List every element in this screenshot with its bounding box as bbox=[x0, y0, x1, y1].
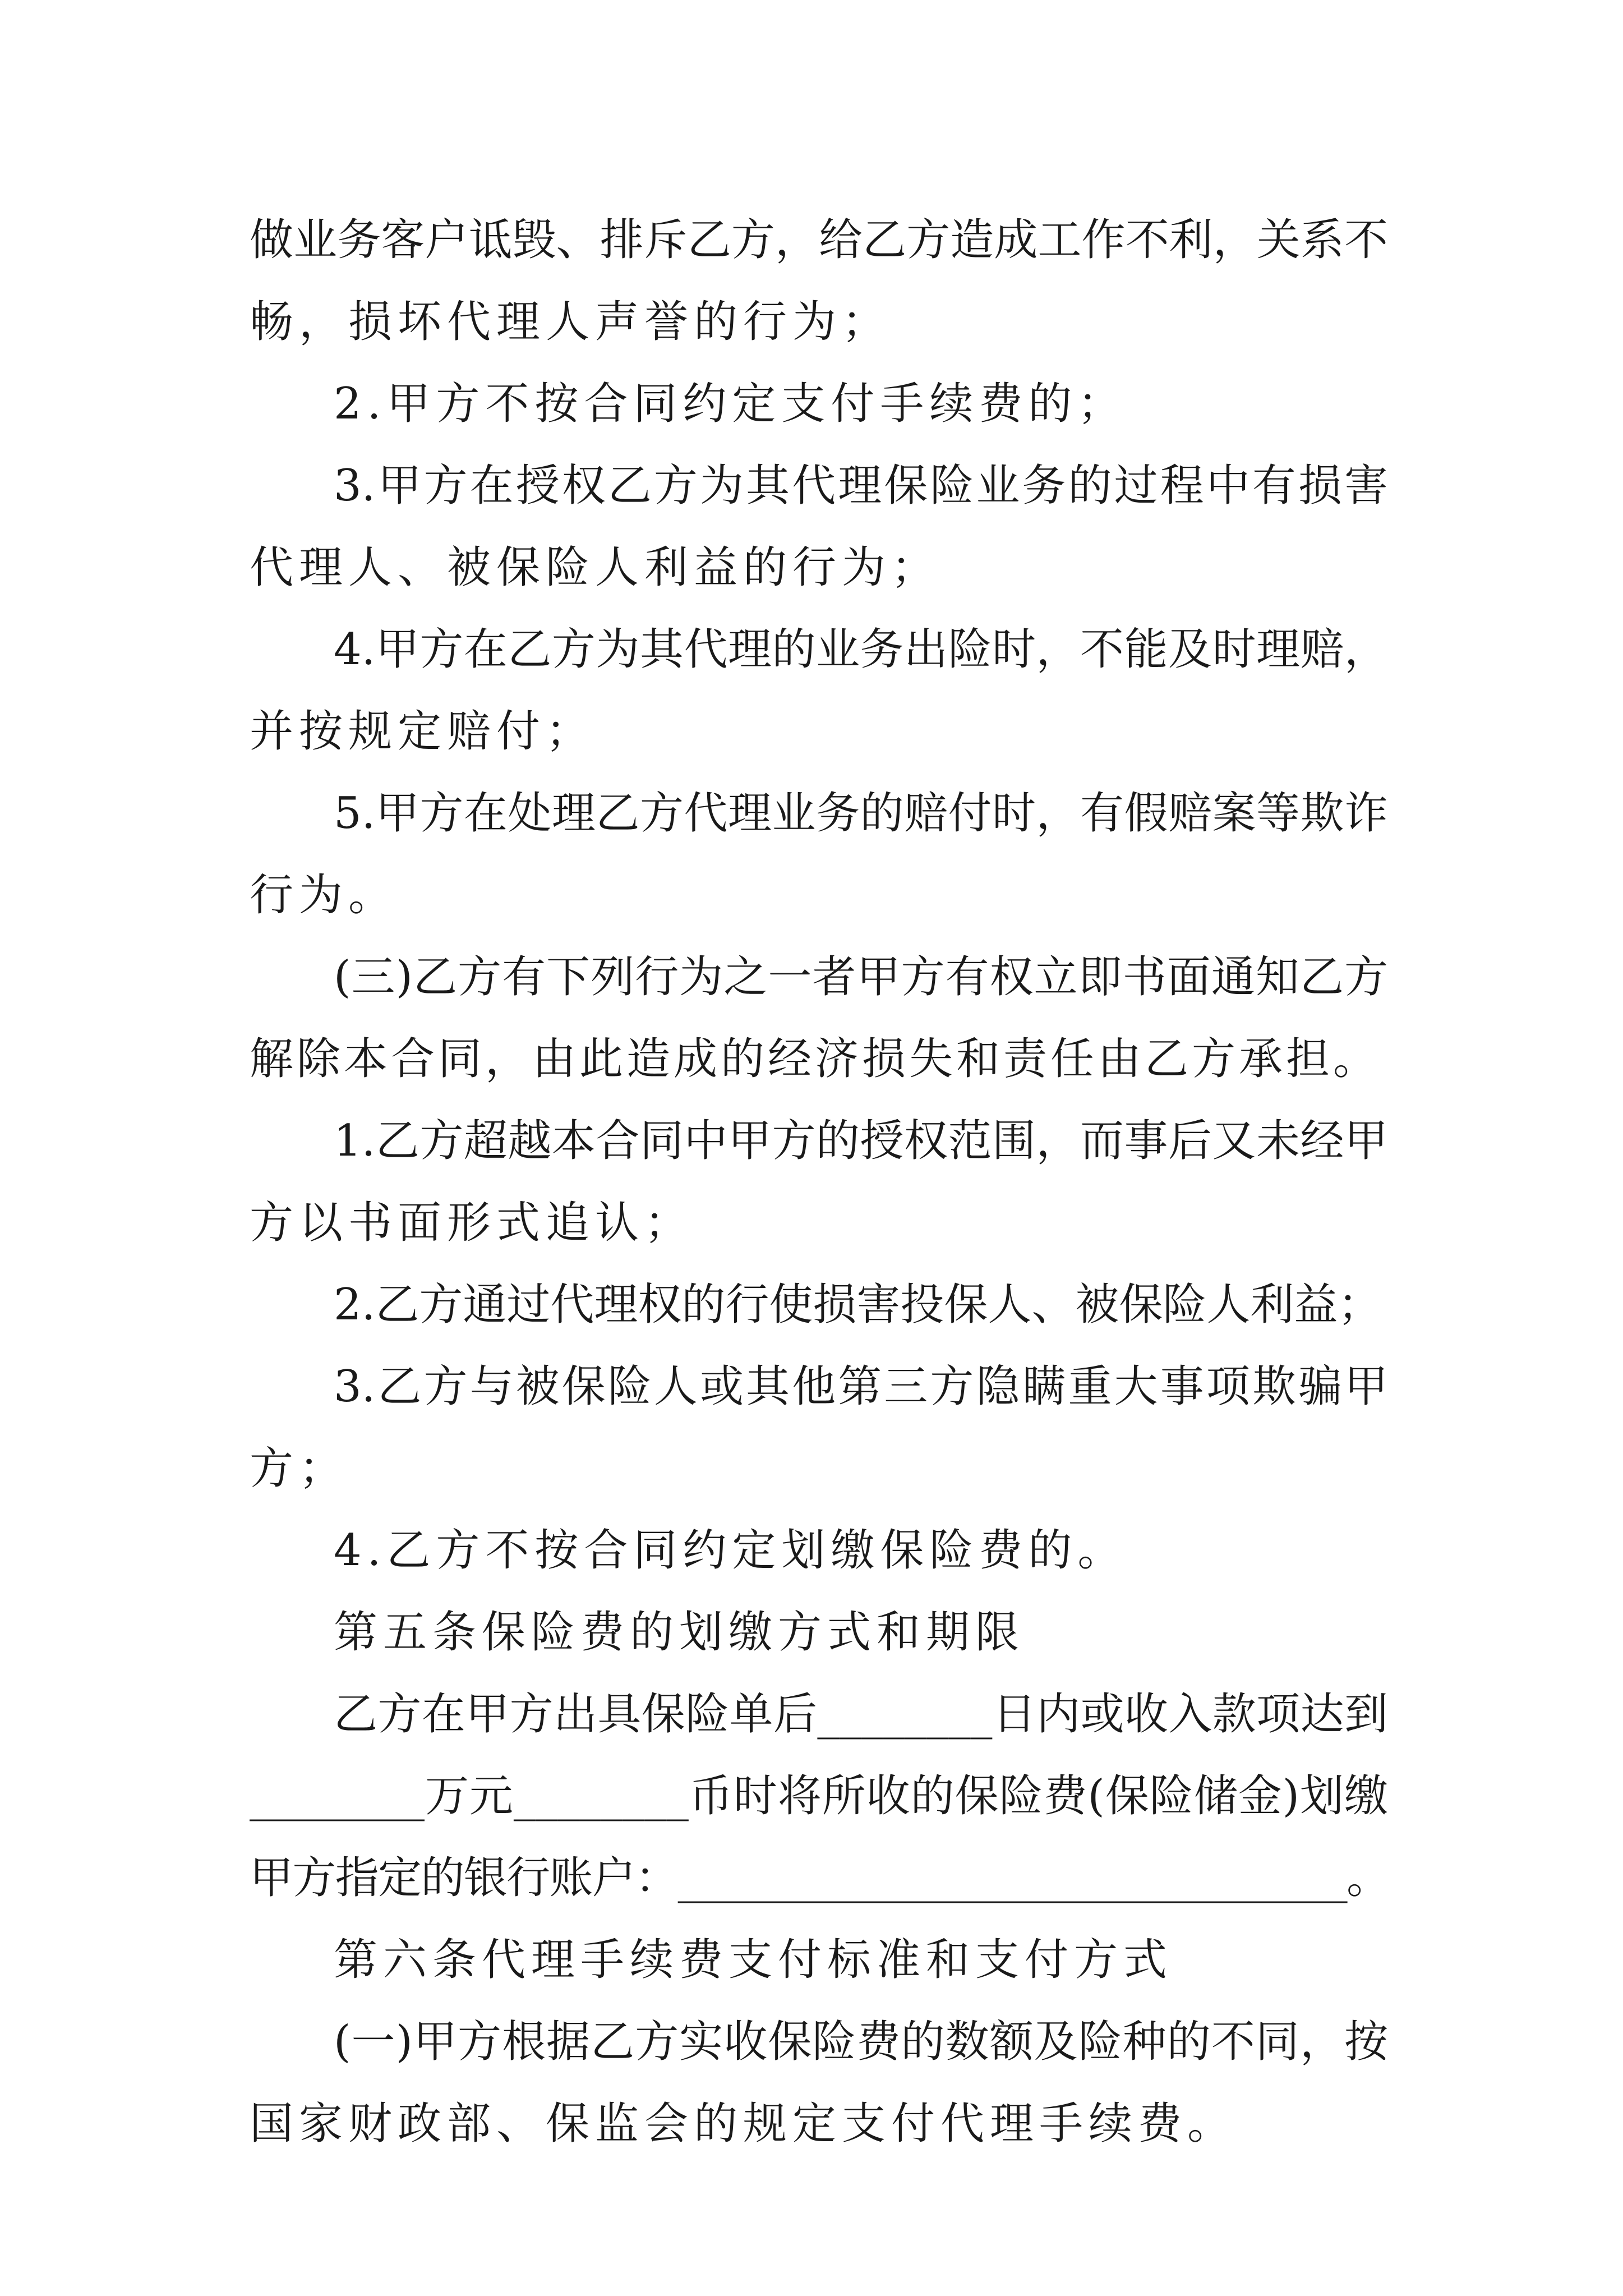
text-line: 方以书面形式追认； bbox=[250, 1198, 694, 1248]
text-line: 甲方指定的银行账户：__________________________________。 bbox=[250, 1853, 1388, 1903]
text-line: 2.甲方不按合同约定支付手续费的； bbox=[334, 379, 1127, 429]
text-line: 并按规定赔付； bbox=[250, 706, 596, 757]
text-line: (三)乙方有下列行为之一者甲方有权立即书面通知乙方 bbox=[334, 952, 1388, 1002]
text-line: (一)甲方根据乙方实收保险费的数额及险种的不同，按 bbox=[334, 2017, 1388, 2067]
text-line: 3.乙方与被保险人或其他第三方隐瞒重大事项欺骗甲 bbox=[334, 1361, 1388, 1412]
text-line: 方； bbox=[250, 1443, 349, 1494]
text-line: 做业务客户诋毁、排斥乙方，给乙方造成工作不利，关系不 bbox=[250, 215, 1388, 265]
text-line: 行为。 bbox=[250, 870, 398, 921]
text-line: 4.甲方在乙方为其代理的业务出险时，不能及时理赔， bbox=[334, 624, 1388, 675]
text-line: 2.乙方通过代理权的行使损害投保人、被保险人利益； bbox=[334, 1280, 1382, 1330]
text-line: 第六条代理手续费支付标准和支付方式 bbox=[334, 1935, 1173, 1985]
contract-body-text bbox=[250, 199, 1388, 2165]
text-line: 3.甲方在授权乙方为其代理保险业务的过程中有损害 bbox=[334, 461, 1388, 511]
text-line: 第五条保险费的划缴方式和期限 bbox=[334, 1607, 1025, 1658]
text-line: 5.甲方在处理乙方代理业务的赔付时，有假赔案等欺诈 bbox=[334, 788, 1388, 839]
text-line: 4.乙方不按合同约定划缴保险费的。 bbox=[334, 1525, 1127, 1576]
text-line: 乙方在甲方出具保险单后________日内或收入款项达到 bbox=[334, 1689, 1388, 1740]
text-line: 1.乙方超越本合同中甲方的授权范围，而事后又未经甲 bbox=[334, 1116, 1388, 1166]
text-line: ________万元________币时将所收的保险费(保险储金)划缴 bbox=[250, 1771, 1388, 1821]
text-line: 代理人、被保险人利益的行为； bbox=[250, 542, 941, 593]
text-line: 畅，损坏代理人声誉的行为； bbox=[250, 297, 892, 347]
text-line: 解除本合同，由此造成的经济损失和责任由乙方承担。 bbox=[250, 1034, 1381, 1084]
text-line: 国家财政部、保监会的规定支付代理手续费。 bbox=[250, 2099, 1237, 2149]
